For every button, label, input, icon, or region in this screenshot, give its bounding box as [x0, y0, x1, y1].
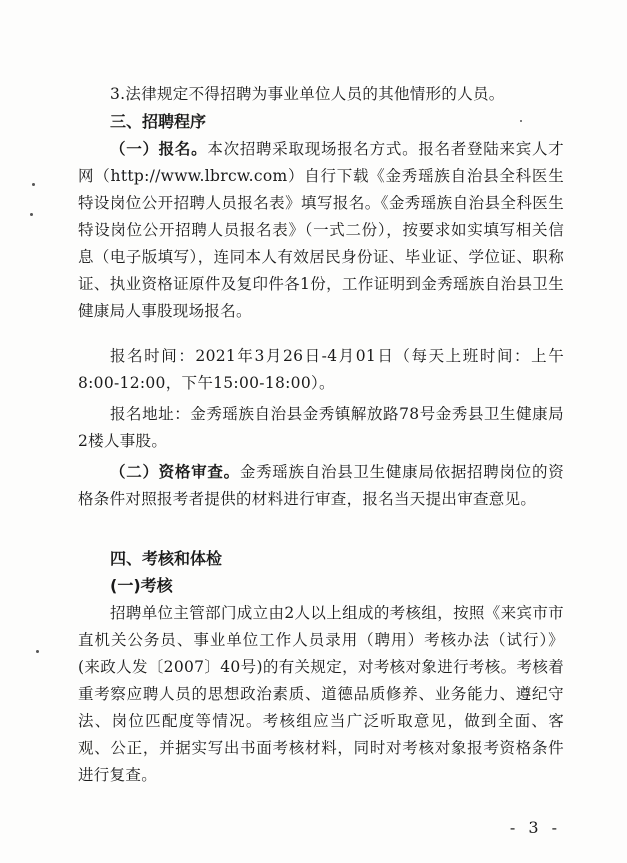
assessment-heading: (一)考核 — [110, 576, 173, 595]
scan-speck — [32, 183, 35, 186]
item-3-paragraph — [78, 81, 564, 108]
scan-speck — [520, 120, 522, 122]
qualification-review-text: 金秀瑶族自治县卫生健康局依据招聘岗位的资格条件对照报考者提供的材料进行审查，报名当天提出审查意见。 — [78, 463, 564, 508]
registration-paragraph — [78, 136, 564, 325]
page-number: - 3 - — [509, 818, 561, 837]
scan-speck — [30, 213, 33, 216]
registration-time-paragraph — [78, 343, 564, 397]
item-3-text: 3.法律规定不得招聘为事业单位人员的其他情形的人员。 — [110, 85, 505, 103]
assessment-paragraph — [78, 600, 564, 789]
registration-time-text: 报名时间：2021年3月26日-4月01日（每天上班时间：上午8:00-12:00，下午15:00-18:00）。 — [78, 347, 564, 392]
registration-address-paragraph — [78, 401, 564, 455]
section-4-heading: 四、考核和体检 — [110, 549, 223, 568]
section-3-heading: 三、招聘程序 — [110, 112, 207, 131]
registration-text: 本次招聘采取现场报名方式。报名者登陆来宾人才网（http://www.lbrcw.com）自行下载《金秀瑶族自治县全科医生特设岗位公开招聘人员报名表》填写报名。《金秀瑶族自治县全科医生特设岗位公开招聘人员报名表》（一式二份），按要求如实填写相关信息（电子版填写），连同本人有效居民身份证、毕业证、学位证、职称证、执业资格证原件及复印件各1份，工作证明到金秀瑶族自治县卫生健康局人事股现场报名。 — [78, 140, 564, 320]
registration-address-text: 报名地址：金秀瑶族自治县金秀镇解放路78号金秀县卫生健康局2楼人事股。 — [78, 405, 564, 450]
assessment-text: 招聘单位主管部门成立由2人以上组成的考核组，按照《来宾市市直机关公务员、事业单位工作人员录用（聘用）考核办法（试行）》(来政人发〔2007〕40号)的有关规定，对考核对象进行考核。考核着重考察应聘人员的思想政治素质、道德品质修养、业务能力、遵纪守法、岗位匹配度等情况。考核组应当广泛听取意见，做到全面、客观、公正，并据实写出书面考核材料，同时对考核对象报考资格条件进行复查。 — [78, 604, 564, 784]
qualification-review-label: （二）资格审查。 — [110, 463, 240, 481]
registration-label: （一）报名。 — [110, 140, 208, 158]
scan-speck — [36, 650, 39, 653]
qualification-review-paragraph — [78, 459, 564, 513]
